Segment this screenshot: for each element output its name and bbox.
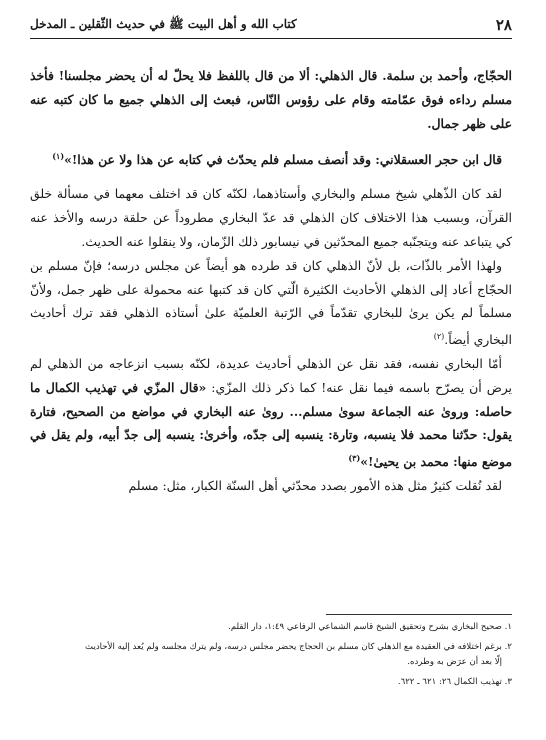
footnote-2: ٢. برغم اختلافه في العقيدة مع الذهلي كان مسلم بن الحجاج يحضر مجلس درسه، ولم يترك مجلسه ولم يُعد إليه الأحاديث إلّا بعد أن عرَض به وطرده.	[85, 641, 512, 667]
running-title: كتاب الله و أهل البيت ﷺ في حديث الثّقلين ـ المدخل	[30, 16, 297, 31]
footnote-3: ٣. تهذيب الكمال ٢٦: ٦٢١ ـ ٦٢٢.	[397, 676, 512, 687]
paragraph-bukhari: أمّا البخاري نفسه، فقد نقل عن الذهلي أحاديث عديدة، لكنّه بسبب انزعاجه من الذهلي لم يرض أن يصرّح باسمه فيما نقل عنه! كما ذكر ذلك المزّي: «قال المزّي في تهذيب الكمال ما حاصله: وروىٰ عنه الجماعة سوىٰ مسلم... روىٰ عنه البخاري في مواضع من الصحيح، فتارة يقول: حدّثنا محمد فلا ينسبه، وتارة: ينسبه إلى جدّه، وأخرىٰ: ينسبه إلى جدّ أبيه، ولم يقل في موضع منها: محمد بن يحيىٰ!»$^{(٣)}$	[30, 356, 512, 470]
page-number: ٢٨	[495, 16, 512, 34]
footnote-rule	[326, 614, 512, 615]
footnote-marker-2: (٢)	[433, 332, 445, 342]
footnote-marker-3: (٣)	[348, 453, 361, 464]
paragraph-ibn-hajar-quote: قال ابن حجر العسقلاني: وقد أنصف مسلم فلم يحدّث في كتابه عن هذا ولا عن هذا!»$^{(١)}$	[52, 151, 502, 168]
mizzi-quote: «قال المزّي في تهذيب الكمال ما حاصله: وروىٰ عنه الجماعة سوىٰ مسلم... روىٰ عنه البخاري في مواضع من الصحيح، فتارة يقول: حدّثنا محمد فلا ينسبه، وتارة: ينسبه إلى جدّه، وأخرىٰ: ينسبه إلى جدّ أبيه، ولم يقل في موضع منها: محمد بن يحيىٰ!»$^{(٣)}$	[30, 379, 512, 470]
footnote-1: ١. صحيح البخاري بشرح وتحقيق الشيخ قاسم الشماعي الرفاعي ١:٤٩، دار القلم.	[228, 622, 512, 632]
running-header	[30, 14, 512, 36]
paragraph-dhuhli: لقد كان الذّهلي شيخ مسلم والبخاري وأستاذهما، لكنّه كان قد اختلف معهما في مسألة خلق القرآن، وبسبب هذا الاختلاف كان الذهلي قد عدّ البخاري مطروداً عن حلقة درسه والأخذ عنه كي يتباعد عنه ويتجنّبه جميع المحدّثين في نيسابور ذلك الزّمان، ولا ينقلوا عنه الحديث.	[30, 186, 512, 249]
paragraph-final: لقد نُقلت كثيرٌ مثل هذه الأمور بصدد محدّثي أهل السنّة الكبار، مثل: مسلم	[128, 478, 502, 494]
paragraph-continuation: الحجّاج، وأحمد بن سلمة. قال الذهلي: ألا من قال باللفظ فلا يحلّ له أن يحضر مجلسنا! فأخذ مسلم رداءه فوق عمّامته وقام على رؤوس النّاس، فبعث إلى الذهلي جميع ما كان كتبه عنه على ظهر جمال.	[30, 68, 512, 131]
header-rule	[30, 38, 512, 39]
page-body	[30, 64, 512, 498]
footnote-marker-1: (١)	[52, 151, 65, 162]
footnotes	[30, 620, 512, 694]
paragraph-muslim-expelled: ولهذا الأمر بالذّات، بل لأنّ الذهلي كان قد طرده هو أيضاً عن مجلس درسه؛ فإنّ مسلم بن الحجّاج أعاد إلى الذهلي الأحاديث الكثيرة الّتي كان قد كتبها عنه محمولة على ظهر جمل، ولأنّ مسلماً لم يكن يرىٰ للبخاري تقدّماً في الرّتبة العلميّة علىٰ أستاذه الذهلي فقد ترك أحاديث البخاري أيضاً.$^{(٢)}$	[30, 257, 512, 348]
